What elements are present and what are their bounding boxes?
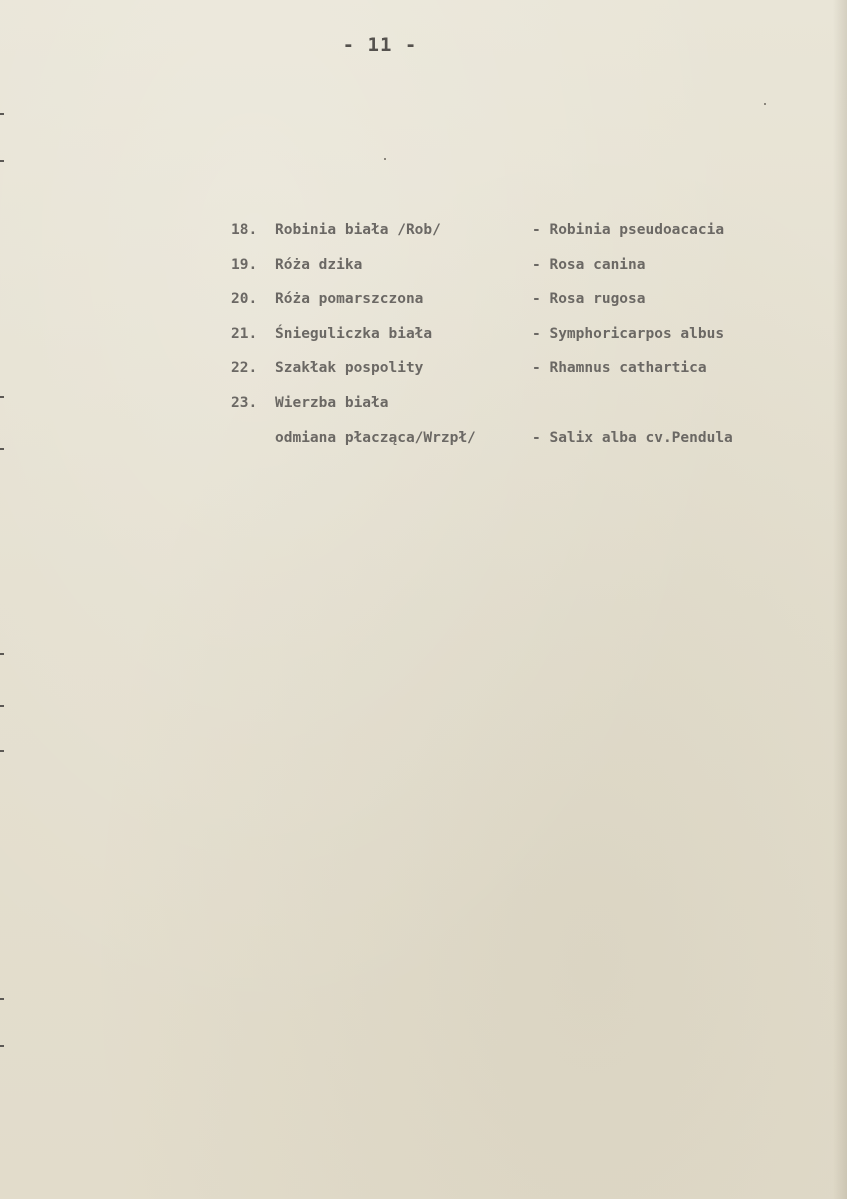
list-item bbox=[231, 257, 791, 292]
item-number: 20. bbox=[231, 291, 258, 308]
species-list bbox=[231, 222, 791, 465]
latin-name: - Rosa rugosa bbox=[532, 291, 646, 308]
item-number: 18. bbox=[231, 222, 258, 238]
list-item bbox=[231, 326, 791, 361]
latin-name: - Salix alba cv.Pendula bbox=[532, 429, 733, 446]
polish-name: Robinia biała /Rob/ bbox=[275, 222, 441, 238]
page-number: - 11 - bbox=[342, 34, 418, 56]
latin-name: - Robinia pseudoacacia bbox=[532, 222, 725, 238]
polish-name: Wierzba biała bbox=[275, 394, 389, 411]
list-item bbox=[231, 222, 791, 257]
latin-name: - Rosa canina bbox=[532, 256, 646, 273]
list-item bbox=[231, 291, 791, 326]
margin-mark bbox=[0, 113, 4, 115]
list-item bbox=[231, 360, 791, 395]
item-number: 19. bbox=[231, 256, 258, 273]
polish-name: Róża dzika bbox=[275, 256, 363, 273]
margin-mark bbox=[0, 653, 4, 655]
margin-mark bbox=[0, 998, 4, 1000]
margin-mark bbox=[0, 1045, 4, 1047]
margin-mark bbox=[0, 448, 4, 450]
list-item bbox=[231, 430, 791, 465]
polish-name: odmiana płacząca/Wrzpł/ bbox=[275, 429, 476, 446]
page-edge-shadow bbox=[833, 0, 847, 1199]
item-number: 22. bbox=[231, 360, 258, 377]
polish-name: Szakłak pospolity bbox=[275, 360, 424, 377]
item-number: 21. bbox=[231, 325, 258, 342]
list-item bbox=[231, 395, 791, 430]
polish-name: Róża pomarszczona bbox=[275, 291, 424, 308]
margin-mark bbox=[0, 396, 4, 398]
latin-name: - Symphoricarpos albus bbox=[532, 325, 725, 342]
margin-mark bbox=[0, 750, 4, 752]
polish-name: Śnieguliczka biała bbox=[275, 325, 433, 342]
margin-mark bbox=[0, 160, 4, 162]
paper-speck bbox=[764, 103, 766, 105]
item-number: 23. bbox=[231, 394, 258, 411]
paper-speck bbox=[384, 158, 386, 160]
latin-name: - Rhamnus cathartica bbox=[532, 360, 707, 377]
margin-mark bbox=[0, 705, 4, 707]
